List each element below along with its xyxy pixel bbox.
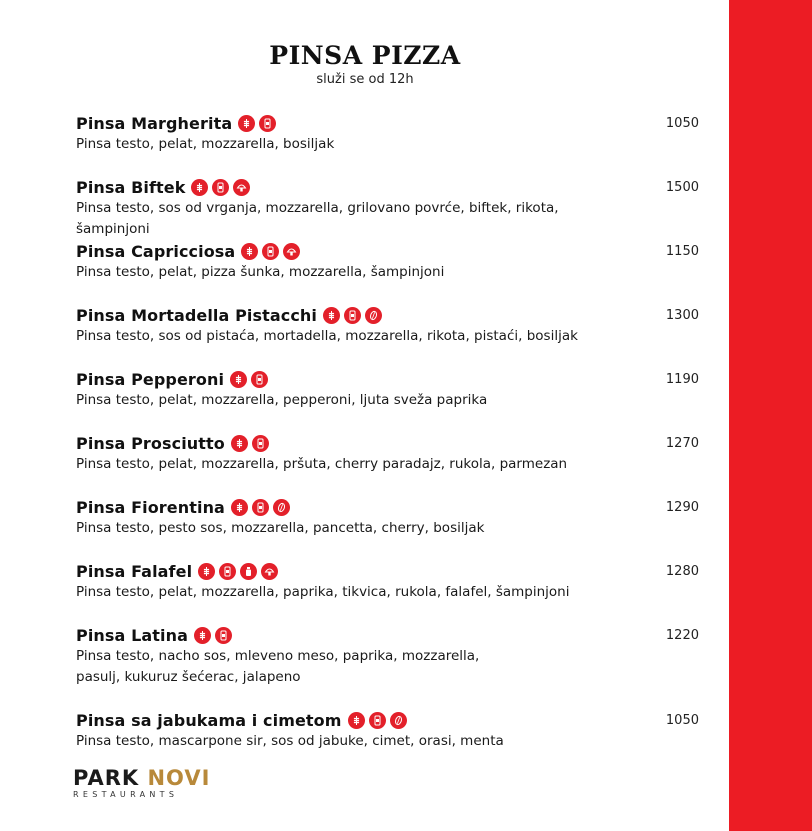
- mushroom-icon: [233, 179, 250, 196]
- dairy-icon: [369, 712, 386, 729]
- menu-item-header: [76, 496, 699, 518]
- nut-icon: [273, 499, 290, 516]
- menu-item-price: 1280: [665, 563, 699, 579]
- menu-item-price: 1270: [665, 435, 699, 451]
- menu-item-description: Pinsa testo, pelat, mozzarella, paprika, tikvica, rukola, falafel, šampinjoni: [76, 584, 570, 600]
- menu-item-name: Pinsa Margherita: [76, 113, 233, 133]
- allergen-icons: [241, 243, 300, 260]
- menu-item: [76, 112, 699, 155]
- menu-item-description: Pinsa testo, pelat, mozzarella, pršuta, cherry paradajz, rukola, parmezan: [76, 456, 568, 472]
- menu-item-name: Pinsa Falafel: [76, 561, 193, 581]
- menu-item-description: Pinsa testo, pelat, mozzarella, pepperoni, ljuta sveža paprika: [76, 392, 488, 408]
- menu-item-price: 1190: [665, 371, 699, 387]
- menu-item-name: Pinsa Latina: [76, 625, 189, 645]
- logo-wordmark: [73, 768, 210, 788]
- menu-item-header: [76, 304, 699, 326]
- allergen-icons: [194, 627, 232, 644]
- menu-item-description: Pinsa testo, sos od vrganja, mozzarella, grilovano povrće, biftek, rikota, šampinjoni: [76, 200, 559, 237]
- grain-icon: [191, 179, 208, 196]
- allergen-icons: [191, 179, 250, 196]
- menu-item: [76, 560, 699, 603]
- menu-item-name: Pinsa Prosciutto: [76, 433, 225, 453]
- page-title: PINSA PIZZA: [269, 41, 461, 70]
- dairy-icon: [259, 115, 276, 132]
- menu-item-price: 1050: [665, 115, 699, 131]
- menu-item-name: Pinsa sa jabukama i cimetom: [76, 710, 342, 730]
- menu-item-price: 1150: [665, 243, 699, 259]
- park-novi-logo: [73, 768, 210, 799]
- grain-icon: [231, 499, 248, 516]
- menu-item-description: Pinsa testo, nacho sos, mleveno meso, paprika, mozzarella, pasulj, kukuruz šećerac, jalapeno: [76, 648, 480, 685]
- menu-item: [76, 176, 699, 240]
- menu-item-description: Pinsa testo, pelat, pizza šunka, mozzarella, šampinjoni: [76, 264, 445, 280]
- menu-item-description: Pinsa testo, mascarpone sir, sos od jabuke, cimet, orasi, menta: [76, 733, 504, 749]
- mushroom-icon: [283, 243, 300, 260]
- allergen-icons: [231, 499, 290, 516]
- logo-word-novi: NOVI: [147, 766, 211, 790]
- menu-item-price: 1220: [665, 627, 699, 643]
- sesame-icon: [240, 563, 257, 580]
- menu-item: [76, 709, 699, 752]
- menu-item-header: [76, 432, 699, 454]
- logo-word-park: PARK: [73, 766, 148, 790]
- menu-header: [0, 42, 730, 87]
- grain-icon: [238, 115, 255, 132]
- red-side-bar: [729, 0, 812, 831]
- allergen-icons: [230, 371, 268, 388]
- dairy-icon: [344, 307, 361, 324]
- allergen-icons: [238, 115, 276, 132]
- allergen-icons: [348, 712, 407, 729]
- menu-item-description: Pinsa testo, sos od pistaća, mortadella, mozzarella, rikota, pistaći, bosiljak: [76, 328, 578, 344]
- menu-item: [76, 304, 699, 347]
- menu-item-header: [76, 112, 699, 134]
- grain-icon: [323, 307, 340, 324]
- mushroom-icon: [261, 563, 278, 580]
- menu-item-price: 1500: [665, 179, 699, 195]
- menu-item-header: [76, 624, 699, 646]
- menu-item: [76, 240, 699, 283]
- dairy-icon: [215, 627, 232, 644]
- menu-item: [76, 496, 699, 539]
- grain-icon: [231, 435, 248, 452]
- grain-icon: [241, 243, 258, 260]
- grain-icon: [348, 712, 365, 729]
- grain-icon: [198, 563, 215, 580]
- menu-item-name: Pinsa Mortadella Pistacchi: [76, 305, 318, 325]
- dairy-icon: [251, 371, 268, 388]
- dairy-icon: [212, 179, 229, 196]
- dairy-icon: [219, 563, 236, 580]
- nut-icon: [365, 307, 382, 324]
- menu-item-header: [76, 368, 699, 390]
- nut-icon: [390, 712, 407, 729]
- menu-item-description: Pinsa testo, pelat, mozzarella, bosiljak: [76, 136, 335, 152]
- menu-item-name: Pinsa Biftek: [76, 177, 186, 197]
- dairy-icon: [252, 435, 269, 452]
- menu-item-price: 1300: [665, 307, 699, 323]
- menu-item-name: Pinsa Fiorentina: [76, 497, 225, 517]
- menu-item: [76, 368, 699, 411]
- allergen-icons: [231, 435, 269, 452]
- menu-item-price: 1290: [665, 499, 699, 515]
- menu-item-description: Pinsa testo, pesto sos, mozzarella, pancetta, cherry, bosiljak: [76, 520, 485, 536]
- menu-item-header: [76, 560, 699, 582]
- allergen-icons: [323, 307, 382, 324]
- allergen-icons: [198, 563, 278, 580]
- page-subtitle: služi se od 12h: [316, 72, 414, 87]
- menu-item-header: [76, 176, 699, 198]
- menu-item: [76, 432, 699, 475]
- dairy-icon: [262, 243, 279, 260]
- menu-item-price: 1050: [665, 712, 699, 728]
- dairy-icon: [252, 499, 269, 516]
- menu-item-name: Pinsa Capricciosa: [76, 241, 236, 261]
- menu-item-header: [76, 240, 699, 262]
- logo-subtitle: RESTAURANTS: [73, 790, 179, 799]
- menu-item: [76, 624, 699, 688]
- menu-item-header: [76, 709, 699, 731]
- grain-icon: [230, 371, 247, 388]
- menu-item-name: Pinsa Pepperoni: [76, 369, 225, 389]
- grain-icon: [194, 627, 211, 644]
